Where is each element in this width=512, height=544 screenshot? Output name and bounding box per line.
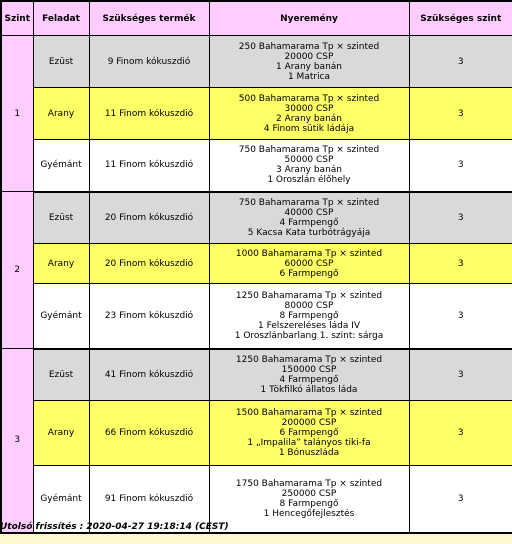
reward-line: 1 Hencegőfejlesztés xyxy=(263,508,355,519)
reward-cell xyxy=(209,192,409,244)
reward-line: 1 Bónuszláda xyxy=(278,448,340,458)
task-cell: Arany xyxy=(33,401,89,466)
required-level-cell: 3 xyxy=(409,349,512,401)
reward-line: 4 Finom sütik ládája xyxy=(263,123,355,134)
reward-line: 150000 CSP xyxy=(281,364,337,375)
table-row xyxy=(1,284,512,349)
header-row xyxy=(1,1,512,36)
reward-cell xyxy=(209,401,409,466)
reward-line: 1 Arany banán xyxy=(275,61,342,72)
reward-line: 6 Farmpengő xyxy=(279,268,339,279)
required-level-cell: 3 xyxy=(409,36,512,88)
task-cell: Ezüst xyxy=(33,349,89,401)
reward-cell xyxy=(209,284,409,349)
reward-cell xyxy=(209,36,409,88)
reward-line: 5 Kacsa Kata turbótrágyája xyxy=(247,227,371,238)
product-cell: 9 Finom kókuszdió xyxy=(89,36,209,88)
header-level: Szint xyxy=(1,1,33,36)
reward-line: 1 Matrica xyxy=(287,71,331,82)
table-row xyxy=(1,349,512,401)
table-row xyxy=(1,192,512,244)
reward-line: 40000 CSP xyxy=(284,207,334,218)
reward-line: 8 Farmpengő xyxy=(279,310,339,321)
reward-line: 1 „Impalila” talányos tiki-fa xyxy=(247,438,371,448)
reward-line: 200000 CSP xyxy=(281,418,337,428)
task-cell: Ezüst xyxy=(33,192,89,244)
reward-line: 50000 CSP xyxy=(284,155,334,166)
reward-line: 1 Oroszlán élőhely xyxy=(267,175,351,186)
product-cell: 11 Finom kókuszdió xyxy=(89,88,209,140)
reward-line: 500 Bahamarama Tp × szinted xyxy=(238,93,380,104)
reward-cell xyxy=(209,244,409,284)
level-cell: 1 xyxy=(1,36,33,192)
product-cell: 23 Finom kókuszdió xyxy=(89,284,209,349)
header-required-level: Szükséges szint xyxy=(409,1,512,36)
level-cell: 3 xyxy=(1,349,33,533)
reward-line: 1 Oroszlánbarlang 1. szint: sárga xyxy=(234,330,384,341)
required-level-cell: 3 xyxy=(409,244,512,284)
required-level-cell: 3 xyxy=(409,466,512,533)
reward-line: 750 Bahamarama Tp × szinted xyxy=(238,145,380,156)
task-cell: Arany xyxy=(33,88,89,140)
reward-line: 3 Arany banán xyxy=(275,165,342,176)
reward-line: 4 Farmpengő xyxy=(279,217,339,228)
task-cell: Gyémánt xyxy=(33,140,89,192)
task-cell: Gyémánt xyxy=(33,284,89,349)
reward-line: 1 Felszereléses láda IV xyxy=(257,320,361,331)
reward-line: 1 Tökfilkó állatos láda xyxy=(260,384,358,395)
reward-cell xyxy=(209,88,409,140)
required-level-cell: 3 xyxy=(409,192,512,244)
required-level-cell: 3 xyxy=(409,140,512,192)
reward-line: 250000 CSP xyxy=(281,488,337,499)
reward-cell xyxy=(209,466,409,533)
last-updated: Utolsó frissítés : 2020-04-27 19:18:14 (CEST) xyxy=(0,522,229,532)
reward-line: 4 Farmpengő xyxy=(279,374,339,385)
product-cell: 20 Finom kókuszdió xyxy=(89,192,209,244)
product-cell: 66 Finom kókuszdió xyxy=(89,401,209,466)
product-cell: 11 Finom kókuszdió xyxy=(89,140,209,192)
reward-line: 8 Farmpengő xyxy=(279,498,339,509)
product-cell: 91 Finom kókuszdió xyxy=(89,466,209,533)
task-cell: Arany xyxy=(33,244,89,284)
reward-line: 1000 Bahamarama Tp × szinted xyxy=(235,248,383,259)
reward-cell xyxy=(209,140,409,192)
reward-cell xyxy=(209,349,409,401)
required-level-cell: 3 xyxy=(409,284,512,349)
task-cell: Gyémánt xyxy=(33,466,89,533)
table-row xyxy=(1,401,512,466)
level-cell: 2 xyxy=(1,192,33,349)
reward-line: 20000 CSP xyxy=(284,51,334,62)
reward-line: 1500 Bahamarama Tp × szinted xyxy=(235,408,383,418)
reward-line: 30000 CSP xyxy=(284,103,334,114)
reward-line: 1750 Bahamarama Tp × szinted xyxy=(235,478,383,489)
table-row xyxy=(1,244,512,284)
required-level-cell: 3 xyxy=(409,401,512,466)
table-row xyxy=(1,140,512,192)
reward-line: 1250 Bahamarama Tp × szinted xyxy=(235,354,383,365)
reward-line: 80000 CSP xyxy=(284,300,334,311)
header-required-product: Szükséges termék xyxy=(89,1,209,36)
required-level-cell: 3 xyxy=(409,88,512,140)
task-cell: Ezüst xyxy=(33,36,89,88)
header-task: Feladat xyxy=(33,1,89,36)
table-row xyxy=(1,88,512,140)
reward-line: 1250 Bahamarama Tp × szinted xyxy=(235,290,383,301)
product-cell: 20 Finom kókuszdió xyxy=(89,244,209,284)
reward-line: 60000 CSP xyxy=(284,258,334,269)
reward-line: 6 Farmpengő xyxy=(279,428,339,438)
table-row xyxy=(1,36,512,88)
header-reward: Nyeremény xyxy=(209,1,409,36)
reward-line: 250 Bahamarama Tp × szinted xyxy=(238,41,380,52)
reward-line: 2 Arany banán xyxy=(275,113,342,124)
product-cell: 41 Finom kókuszdió xyxy=(89,349,209,401)
reward-line: 750 Bahamarama Tp × szinted xyxy=(238,197,380,208)
